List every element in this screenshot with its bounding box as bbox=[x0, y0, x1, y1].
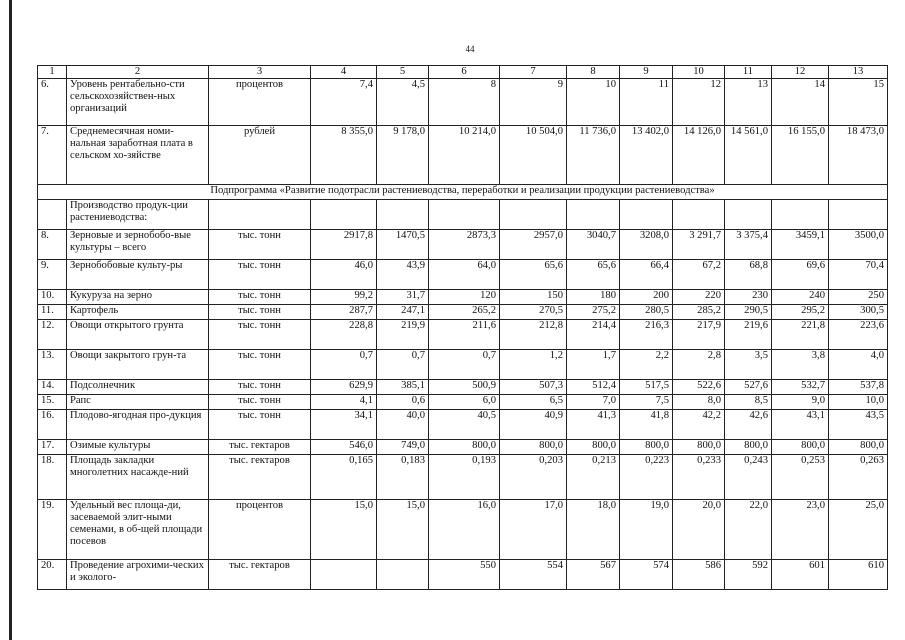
value-cell: 34,1 bbox=[311, 410, 377, 440]
value-cell: 64,0 bbox=[429, 260, 500, 290]
value-cell bbox=[772, 200, 829, 230]
value-cell: 0,165 bbox=[311, 455, 377, 500]
row-number: 20. bbox=[38, 560, 67, 590]
value-cell: 3,8 bbox=[772, 350, 829, 380]
value-cell: 230 bbox=[725, 290, 772, 305]
unit-cell: процентов bbox=[209, 500, 311, 560]
value-cell: 285,2 bbox=[673, 305, 725, 320]
value-cell: 15 bbox=[829, 79, 888, 126]
unit-cell: тыс. тонн bbox=[209, 320, 311, 350]
indicator-name: Проведение агрохими-ческих и эколого- bbox=[67, 560, 209, 590]
value-cell: 0,203 bbox=[500, 455, 567, 500]
value-cell: 3040,7 bbox=[567, 230, 620, 260]
value-cell: 214,4 bbox=[567, 320, 620, 350]
value-cell: 69,6 bbox=[772, 260, 829, 290]
row-number: 16. bbox=[38, 410, 67, 440]
value-cell: 0,253 bbox=[772, 455, 829, 500]
table-row bbox=[38, 200, 888, 230]
value-cell: 41,3 bbox=[567, 410, 620, 440]
value-cell bbox=[567, 200, 620, 230]
value-cell: 6,5 bbox=[500, 395, 567, 410]
unit-cell: тыс. тонн bbox=[209, 395, 311, 410]
value-cell: 14 126,0 bbox=[673, 126, 725, 185]
unit-cell: процентов bbox=[209, 79, 311, 126]
row-number: 7. bbox=[38, 126, 67, 185]
value-cell: 2,8 bbox=[673, 350, 725, 380]
value-cell: 0,183 bbox=[377, 455, 429, 500]
value-cell: 250 bbox=[829, 290, 888, 305]
subprogram-row bbox=[38, 185, 888, 200]
row-number: 15. bbox=[38, 395, 67, 410]
column-header-13: 13 bbox=[829, 66, 888, 79]
value-cell: 500,9 bbox=[429, 380, 500, 395]
value-cell: 219,9 bbox=[377, 320, 429, 350]
value-cell bbox=[377, 200, 429, 230]
value-cell: 287,7 bbox=[311, 305, 377, 320]
column-header-3: 3 bbox=[209, 66, 311, 79]
value-cell: 18 473,0 bbox=[829, 126, 888, 185]
value-cell: 800,0 bbox=[620, 440, 673, 455]
value-cell: 270,5 bbox=[500, 305, 567, 320]
value-cell: 150 bbox=[500, 290, 567, 305]
unit-cell: тыс. гектаров bbox=[209, 560, 311, 590]
value-cell bbox=[311, 560, 377, 590]
table-row bbox=[38, 500, 888, 560]
value-cell: 550 bbox=[429, 560, 500, 590]
value-cell: 6,0 bbox=[429, 395, 500, 410]
value-cell: 300,5 bbox=[829, 305, 888, 320]
row-number: 6. bbox=[38, 79, 67, 126]
indicator-name: Озимые культуры bbox=[67, 440, 209, 455]
value-cell bbox=[500, 200, 567, 230]
value-cell: 0,233 bbox=[673, 455, 725, 500]
unit-cell: тыс. тонн bbox=[209, 305, 311, 320]
table-row bbox=[38, 290, 888, 305]
value-cell: 8,5 bbox=[725, 395, 772, 410]
indicator-name: Площадь закладки многолетних насажде-ний bbox=[67, 455, 209, 500]
table-row bbox=[38, 350, 888, 380]
value-cell: 13 402,0 bbox=[620, 126, 673, 185]
value-cell: 800,0 bbox=[673, 440, 725, 455]
value-cell: 280,5 bbox=[620, 305, 673, 320]
value-cell: 9,0 bbox=[772, 395, 829, 410]
value-cell: 2873,3 bbox=[429, 230, 500, 260]
indicator-name: Удельный вес площа-ди, засеваемой элит-ными семенами, в об-щей площади посевов bbox=[67, 500, 209, 560]
value-cell: 2917,8 bbox=[311, 230, 377, 260]
value-cell: 517,5 bbox=[620, 380, 673, 395]
value-cell: 180 bbox=[567, 290, 620, 305]
value-cell: 200 bbox=[620, 290, 673, 305]
value-cell: 240 bbox=[772, 290, 829, 305]
value-cell: 265,2 bbox=[429, 305, 500, 320]
value-cell: 40,9 bbox=[500, 410, 567, 440]
value-cell: 532,7 bbox=[772, 380, 829, 395]
value-cell: 68,8 bbox=[725, 260, 772, 290]
value-cell: 11 736,0 bbox=[567, 126, 620, 185]
indicator-name: Овощи открытого грунта bbox=[67, 320, 209, 350]
indicators-table bbox=[37, 65, 888, 590]
row-number: 9. bbox=[38, 260, 67, 290]
column-header-row bbox=[38, 66, 888, 79]
table-row bbox=[38, 126, 888, 185]
value-cell: 18,0 bbox=[567, 500, 620, 560]
value-cell: 800,0 bbox=[567, 440, 620, 455]
value-cell: 65,6 bbox=[500, 260, 567, 290]
value-cell: 385,1 bbox=[377, 380, 429, 395]
value-cell: 537,8 bbox=[829, 380, 888, 395]
value-cell: 275,2 bbox=[567, 305, 620, 320]
value-cell: 212,8 bbox=[500, 320, 567, 350]
value-cell: 800,0 bbox=[772, 440, 829, 455]
value-cell: 7,4 bbox=[311, 79, 377, 126]
indicator-name: Картофель bbox=[67, 305, 209, 320]
value-cell: 247,1 bbox=[377, 305, 429, 320]
value-cell: 3 375,4 bbox=[725, 230, 772, 260]
value-cell: 800,0 bbox=[429, 440, 500, 455]
column-header-2: 2 bbox=[67, 66, 209, 79]
unit-cell: тыс. гектаров bbox=[209, 455, 311, 500]
value-cell: 43,5 bbox=[829, 410, 888, 440]
value-cell: 1,2 bbox=[500, 350, 567, 380]
row-number: 19. bbox=[38, 500, 67, 560]
value-cell: 42,6 bbox=[725, 410, 772, 440]
unit-cell: тыс. тонн bbox=[209, 290, 311, 305]
table-row bbox=[38, 455, 888, 500]
value-cell bbox=[377, 560, 429, 590]
page-number: 44 bbox=[465, 44, 475, 54]
unit-cell: тыс. тонн bbox=[209, 350, 311, 380]
value-cell: 0,243 bbox=[725, 455, 772, 500]
indicator-name: Среднемесячная номи-нальная заработная плата в сельском хо-зяйстве bbox=[67, 126, 209, 185]
column-header-1: 1 bbox=[38, 66, 67, 79]
value-cell: 629,9 bbox=[311, 380, 377, 395]
value-cell: 574 bbox=[620, 560, 673, 590]
value-cell: 610 bbox=[829, 560, 888, 590]
value-cell: 13 bbox=[725, 79, 772, 126]
indicator-name: Производство продук-ции растениеводства: bbox=[67, 200, 209, 230]
value-cell: 0,6 bbox=[377, 395, 429, 410]
indicator-name: Уровень рентабельно-сти сельскохозяйствен-ных организаций bbox=[67, 79, 209, 126]
indicator-name: Кукуруза на зерно bbox=[67, 290, 209, 305]
value-cell: 15,0 bbox=[311, 500, 377, 560]
indicator-name: Рапс bbox=[67, 395, 209, 410]
value-cell: 0,7 bbox=[377, 350, 429, 380]
indicator-name: Зерновые и зернобобо-вые культуры – всего bbox=[67, 230, 209, 260]
value-cell: 46,0 bbox=[311, 260, 377, 290]
table-row bbox=[38, 320, 888, 350]
value-cell: 228,8 bbox=[311, 320, 377, 350]
value-cell: 17,0 bbox=[500, 500, 567, 560]
value-cell: 221,8 bbox=[772, 320, 829, 350]
column-header-4: 4 bbox=[311, 66, 377, 79]
value-cell: 0,263 bbox=[829, 455, 888, 500]
row-number bbox=[38, 200, 67, 230]
row-number: 14. bbox=[38, 380, 67, 395]
value-cell: 10 bbox=[567, 79, 620, 126]
value-cell: 120 bbox=[429, 290, 500, 305]
value-cell: 3208,0 bbox=[620, 230, 673, 260]
value-cell: 2957,0 bbox=[500, 230, 567, 260]
table-row bbox=[38, 440, 888, 455]
value-cell: 67,2 bbox=[673, 260, 725, 290]
value-cell: 16 155,0 bbox=[772, 126, 829, 185]
value-cell: 527,6 bbox=[725, 380, 772, 395]
page-edge-line bbox=[9, 0, 12, 640]
value-cell: 22,0 bbox=[725, 500, 772, 560]
value-cell: 211,6 bbox=[429, 320, 500, 350]
value-cell: 66,4 bbox=[620, 260, 673, 290]
indicator-name: Подсолнечник bbox=[67, 380, 209, 395]
value-cell: 9 bbox=[500, 79, 567, 126]
value-cell: 19,0 bbox=[620, 500, 673, 560]
unit-cell: рублей bbox=[209, 126, 311, 185]
table-row bbox=[38, 560, 888, 590]
value-cell: 216,3 bbox=[620, 320, 673, 350]
value-cell: 31,7 bbox=[377, 290, 429, 305]
value-cell: 10 214,0 bbox=[429, 126, 500, 185]
value-cell bbox=[620, 200, 673, 230]
value-cell: 14 561,0 bbox=[725, 126, 772, 185]
value-cell: 601 bbox=[772, 560, 829, 590]
indicator-name: Плодово-ягодная про-дукция bbox=[67, 410, 209, 440]
value-cell: 219,6 bbox=[725, 320, 772, 350]
value-cell: 43,1 bbox=[772, 410, 829, 440]
value-cell: 40,5 bbox=[429, 410, 500, 440]
value-cell: 65,6 bbox=[567, 260, 620, 290]
value-cell: 23,0 bbox=[772, 500, 829, 560]
value-cell: 1,7 bbox=[567, 350, 620, 380]
value-cell: 70,4 bbox=[829, 260, 888, 290]
unit-cell: тыс. тонн bbox=[209, 230, 311, 260]
value-cell: 8 bbox=[429, 79, 500, 126]
value-cell: 592 bbox=[725, 560, 772, 590]
value-cell: 0,7 bbox=[429, 350, 500, 380]
unit-cell: тыс. тонн bbox=[209, 380, 311, 395]
value-cell: 25,0 bbox=[829, 500, 888, 560]
table-row bbox=[38, 230, 888, 260]
value-cell: 7,5 bbox=[620, 395, 673, 410]
indicator-name: Овощи закрытого грун-та bbox=[67, 350, 209, 380]
value-cell: 220 bbox=[673, 290, 725, 305]
row-number: 13. bbox=[38, 350, 67, 380]
value-cell: 40,0 bbox=[377, 410, 429, 440]
column-header-7: 7 bbox=[500, 66, 567, 79]
value-cell: 41,8 bbox=[620, 410, 673, 440]
row-number: 11. bbox=[38, 305, 67, 320]
value-cell: 223,6 bbox=[829, 320, 888, 350]
value-cell: 749,0 bbox=[377, 440, 429, 455]
value-cell: 290,5 bbox=[725, 305, 772, 320]
unit-cell: тыс. тонн bbox=[209, 260, 311, 290]
value-cell: 10,0 bbox=[829, 395, 888, 410]
table-row bbox=[38, 380, 888, 395]
value-cell: 800,0 bbox=[725, 440, 772, 455]
value-cell: 1470,5 bbox=[377, 230, 429, 260]
row-number: 8. bbox=[38, 230, 67, 260]
value-cell: 14 bbox=[772, 79, 829, 126]
row-number: 18. bbox=[38, 455, 67, 500]
value-cell: 20,0 bbox=[673, 500, 725, 560]
value-cell: 4,5 bbox=[377, 79, 429, 126]
unit-cell: тыс. тонн bbox=[209, 410, 311, 440]
column-header-10: 10 bbox=[673, 66, 725, 79]
value-cell: 7,0 bbox=[567, 395, 620, 410]
value-cell: 2,2 bbox=[620, 350, 673, 380]
table-row bbox=[38, 410, 888, 440]
subprogram-title: Подпрограмма «Развитие подотрасли растениеводства, переработки и реализации продукции растениеводства» bbox=[38, 185, 888, 200]
value-cell bbox=[311, 200, 377, 230]
value-cell: 0,7 bbox=[311, 350, 377, 380]
value-cell: 554 bbox=[500, 560, 567, 590]
unit-cell bbox=[209, 200, 311, 230]
value-cell: 217,9 bbox=[673, 320, 725, 350]
value-cell: 4,0 bbox=[829, 350, 888, 380]
value-cell: 800,0 bbox=[500, 440, 567, 455]
value-cell: 8,0 bbox=[673, 395, 725, 410]
table-row bbox=[38, 395, 888, 410]
row-number: 10. bbox=[38, 290, 67, 305]
value-cell: 8 355,0 bbox=[311, 126, 377, 185]
value-cell: 43,9 bbox=[377, 260, 429, 290]
value-cell: 522,6 bbox=[673, 380, 725, 395]
value-cell: 546,0 bbox=[311, 440, 377, 455]
value-cell bbox=[725, 200, 772, 230]
value-cell bbox=[829, 200, 888, 230]
column-header-9: 9 bbox=[620, 66, 673, 79]
row-number: 12. bbox=[38, 320, 67, 350]
value-cell: 0,213 bbox=[567, 455, 620, 500]
column-header-6: 6 bbox=[429, 66, 500, 79]
column-header-8: 8 bbox=[567, 66, 620, 79]
value-cell: 99,2 bbox=[311, 290, 377, 305]
value-cell: 3500,0 bbox=[829, 230, 888, 260]
column-header-12: 12 bbox=[772, 66, 829, 79]
value-cell: 586 bbox=[673, 560, 725, 590]
value-cell: 567 bbox=[567, 560, 620, 590]
column-header-5: 5 bbox=[377, 66, 429, 79]
value-cell: 507,3 bbox=[500, 380, 567, 395]
value-cell: 800,0 bbox=[829, 440, 888, 455]
value-cell: 42,2 bbox=[673, 410, 725, 440]
value-cell: 11 bbox=[620, 79, 673, 126]
value-cell: 12 bbox=[673, 79, 725, 126]
value-cell: 0,223 bbox=[620, 455, 673, 500]
value-cell: 295,2 bbox=[772, 305, 829, 320]
column-header-11: 11 bbox=[725, 66, 772, 79]
table-row bbox=[38, 79, 888, 126]
value-cell: 15,0 bbox=[377, 500, 429, 560]
unit-cell: тыс. гектаров bbox=[209, 440, 311, 455]
table-row bbox=[38, 305, 888, 320]
value-cell bbox=[429, 200, 500, 230]
value-cell: 0,193 bbox=[429, 455, 500, 500]
indicator-name: Зернобобовые культу-ры bbox=[67, 260, 209, 290]
value-cell: 10 504,0 bbox=[500, 126, 567, 185]
value-cell: 9 178,0 bbox=[377, 126, 429, 185]
value-cell: 3 291,7 bbox=[673, 230, 725, 260]
value-cell: 4,1 bbox=[311, 395, 377, 410]
value-cell: 512,4 bbox=[567, 380, 620, 395]
value-cell bbox=[673, 200, 725, 230]
table-row bbox=[38, 260, 888, 290]
row-number: 17. bbox=[38, 440, 67, 455]
value-cell: 3,5 bbox=[725, 350, 772, 380]
value-cell: 3459,1 bbox=[772, 230, 829, 260]
value-cell: 16,0 bbox=[429, 500, 500, 560]
